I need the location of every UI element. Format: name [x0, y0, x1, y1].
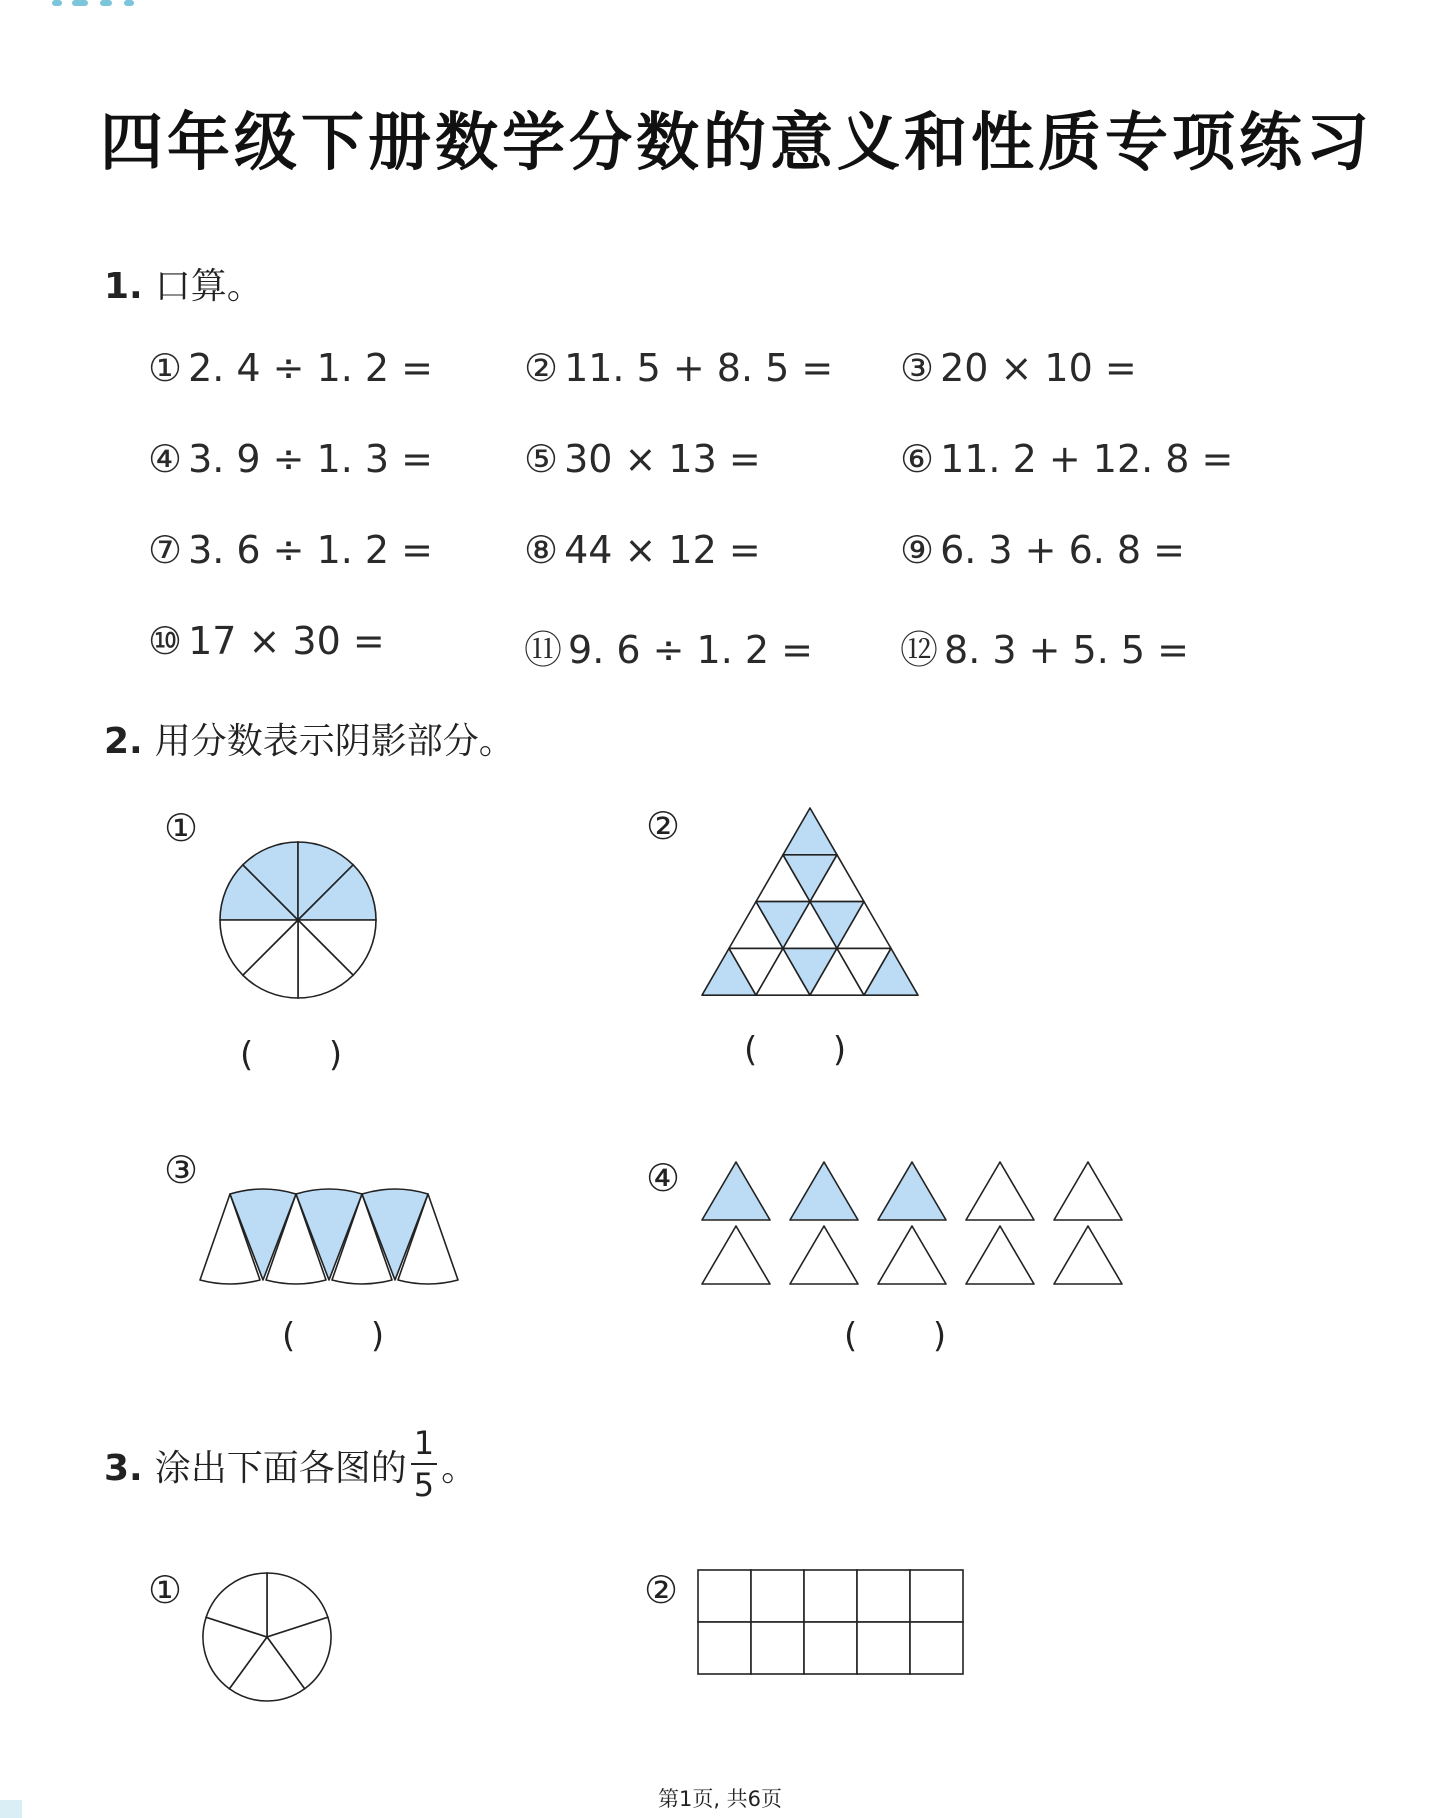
problem-5 — [524, 437, 761, 481]
figure-2-1-marker: ① — [164, 806, 199, 850]
problem-marker: ① — [148, 346, 183, 390]
figure-3-2-rectangle-grid — [696, 1568, 966, 1676]
triangle-cells — [702, 808, 918, 995]
circle-fifth-sectors — [203, 1573, 331, 1701]
problem-text: 8. 3 + 5. 5 = — [944, 628, 1189, 672]
grid-cells — [698, 1570, 963, 1674]
one-fifth-fraction — [411, 1424, 437, 1504]
problem-marker: ⑩ — [148, 619, 183, 663]
problem-2 — [524, 346, 833, 390]
problem-marker: ② — [524, 346, 559, 390]
section-1-heading: 口算。 — [154, 266, 263, 307]
problem-marker: ⑧ — [524, 528, 559, 572]
figure-2-2-triangle-grid — [698, 806, 922, 1000]
figure-2-1-circle-eighths — [216, 838, 380, 1002]
array-triangle — [1054, 1162, 1122, 1220]
problem-text: 11. 5 + 8. 5 = — [564, 346, 834, 390]
array-triangle — [790, 1162, 858, 1220]
section-3-heading: 涂出下面各图的 — [154, 1448, 407, 1489]
figure-2-2-answer-blank: ( ) — [744, 1030, 847, 1070]
array-triangle — [702, 1226, 770, 1284]
grid-cell — [698, 1622, 751, 1674]
problem-marker: ⑥ — [900, 437, 935, 481]
problem-marker: ⑦ — [148, 528, 183, 572]
problem-9 — [900, 528, 1185, 572]
problem-text: 30 × 13 = — [564, 437, 761, 481]
problem-marker: ⑨ — [900, 528, 935, 572]
section-1-number: 1. — [104, 266, 143, 307]
problem-10 — [148, 619, 385, 663]
section-3-number: 3. — [104, 1448, 143, 1489]
grid-cell — [804, 1622, 857, 1674]
grid-cell — [804, 1570, 857, 1622]
section-1-title — [104, 258, 263, 309]
problem-marker: ③ — [900, 346, 935, 390]
figure-3-1-marker: ① — [148, 1568, 183, 1612]
section-2-heading: 用分数表示阴影部分。 — [154, 721, 515, 762]
figure-2-3-marker: ③ — [164, 1148, 199, 1192]
array-triangle — [966, 1226, 1034, 1284]
array-triangle — [1054, 1226, 1122, 1284]
problem-text: 11. 2 + 12. 8 = — [940, 437, 1234, 481]
array-triangle — [878, 1162, 946, 1220]
problem-marker: ④ — [148, 437, 183, 481]
grid-cell — [910, 1570, 963, 1622]
figure-2-4-triangle-array — [700, 1160, 1126, 1286]
fraction-numerator: 1 — [411, 1427, 437, 1465]
grid-cell — [698, 1570, 751, 1622]
section-3-heading-end: 。 — [441, 1448, 478, 1489]
array-triangle — [702, 1162, 770, 1220]
page-title: 四年级下册数学分数的意义和性质专项练习 — [100, 106, 1373, 179]
figure-2-4-answer-blank: ( ) — [844, 1316, 947, 1356]
circle-sectors — [220, 842, 376, 998]
figure-2-4-marker: ④ — [646, 1156, 681, 1200]
fan-sectors — [200, 1189, 458, 1284]
figure-2-2-marker: ② — [646, 804, 681, 848]
problem-12 — [900, 619, 1189, 674]
figure-2-1-answer-blank: ( ) — [240, 1035, 343, 1075]
section-3-title — [104, 1424, 478, 1507]
page-footer: 第1页, 共6页 — [657, 1787, 783, 1811]
problem-text: 3. 9 ÷ 1. 3 = — [188, 437, 434, 481]
section-2-title — [104, 713, 515, 764]
problem-8 — [524, 528, 761, 572]
figure-3-2-marker: ② — [644, 1568, 679, 1612]
triangle-cell — [783, 808, 837, 855]
fraction-denominator: 5 — [413, 1466, 435, 1504]
problem-text: 20 × 10 = — [940, 346, 1137, 390]
triangle-array-cells — [702, 1162, 1122, 1284]
grid-cell — [751, 1622, 804, 1674]
problem-1 — [148, 346, 433, 390]
problem-marker: ⑫ — [900, 628, 939, 672]
array-triangle — [966, 1162, 1034, 1220]
problem-marker: ⑤ — [524, 437, 559, 481]
problem-text: 6. 3 + 6. 8 = — [940, 528, 1186, 572]
problem-text: 44 × 12 = — [564, 528, 761, 572]
problem-text: 9. 6 ÷ 1. 2 = — [568, 628, 813, 672]
problem-text: 3. 6 ÷ 1. 2 = — [188, 528, 434, 572]
figure-3-1-circle-fifths — [200, 1570, 334, 1704]
problem-text: 17 × 30 = — [188, 619, 385, 663]
problem-marker: ⑪ — [524, 628, 563, 672]
figure-2-3-answer-blank: ( ) — [282, 1316, 385, 1356]
problem-3 — [900, 346, 1137, 390]
array-triangle — [790, 1226, 858, 1284]
grid-cell — [857, 1570, 910, 1622]
array-triangle — [878, 1226, 946, 1284]
grid-cell — [910, 1622, 963, 1674]
problem-6 — [900, 437, 1233, 481]
corner-decoration — [52, 0, 142, 8]
figure-2-3-fan-strip — [216, 1188, 464, 1288]
section-2-number: 2. — [104, 721, 143, 762]
mental-math-problems — [148, 346, 1288, 716]
problem-4 — [148, 437, 433, 481]
problem-text: 2. 4 ÷ 1. 2 = — [188, 346, 434, 390]
grid-cell — [857, 1622, 910, 1674]
problem-7 — [148, 528, 433, 572]
grid-cell — [751, 1570, 804, 1622]
problem-11 — [524, 619, 813, 674]
